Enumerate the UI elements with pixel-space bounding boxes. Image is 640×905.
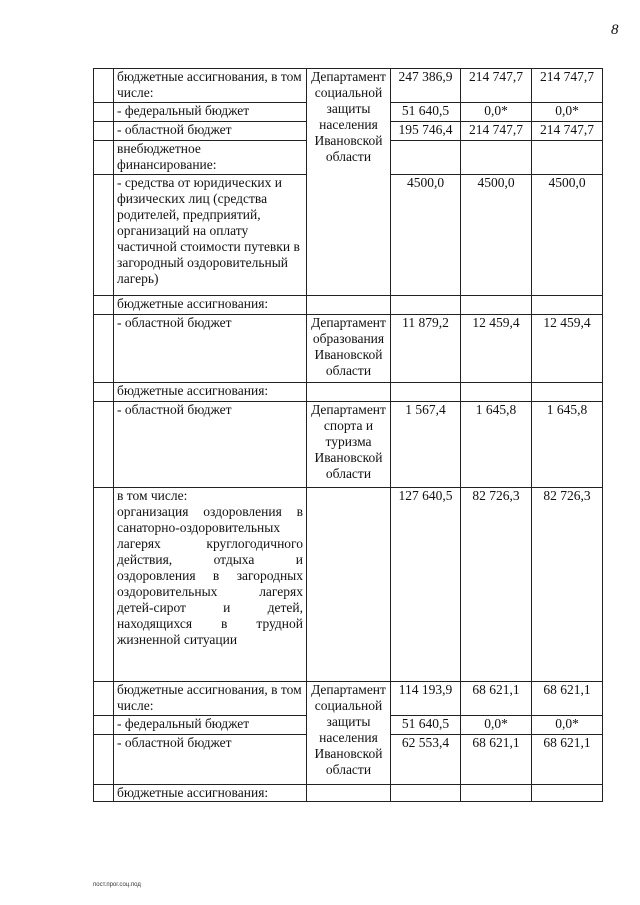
table-row xyxy=(94,402,603,488)
value-cell: 68 621,1 xyxy=(532,682,603,716)
table-row xyxy=(94,296,603,315)
value-cell: 0,0* xyxy=(461,103,532,122)
row-label: - областной бюджет xyxy=(114,735,307,785)
value-cell: 12 459,4 xyxy=(461,315,532,383)
row-label: бюджетные ассигнования, в том числе: xyxy=(114,69,307,103)
value-cell: 4500,0 xyxy=(391,175,461,296)
table-row xyxy=(94,488,603,682)
row-label: - областной бюджет xyxy=(114,122,307,141)
department-cell: Департамент социальной защиты населения Ивановской области xyxy=(307,69,391,296)
value-cell: 195 746,4 xyxy=(391,122,461,141)
row-label: организация оздоровления в санаторно-оздоровительных лагерях круглогодичного действия, отдыха и оздоровления в загородных оздоровительных лагерях детей-сирот и детей, находящихся в трудной жизненной ситуации xyxy=(117,504,303,647)
table-row xyxy=(94,315,603,383)
value-cell: 62 553,4 xyxy=(391,735,461,785)
table-row xyxy=(94,69,603,103)
row-label: бюджетные ассигнования: xyxy=(114,785,307,802)
value-cell: 1 567,4 xyxy=(391,402,461,488)
row-prefix: в том числе: xyxy=(117,488,188,503)
value-cell: 4500,0 xyxy=(461,175,532,296)
value-cell: 0,0* xyxy=(461,716,532,735)
table-row xyxy=(94,785,603,802)
value-cell: 51 640,5 xyxy=(391,716,461,735)
budget-table xyxy=(93,68,603,802)
row-label: внебюджетное финансирование: xyxy=(114,141,307,175)
value-cell: 0,0* xyxy=(532,716,603,735)
table-row xyxy=(94,682,603,716)
row-label: бюджетные ассигнования: xyxy=(114,296,307,315)
row-label: - федеральный бюджет xyxy=(114,103,307,122)
value-cell: 247 386,9 xyxy=(391,69,461,103)
department-cell: Департамент социальной защиты населения Ивановской области xyxy=(307,682,391,785)
row-label: - средства от юридических и физических лиц (средства родителей, предприятий, организаций на оплату частичной стоимости путевки в загородный оздоровительный лагерь) xyxy=(114,175,307,296)
row-label: - областной бюджет xyxy=(114,315,307,383)
page-number: 8 xyxy=(611,22,619,38)
value-cell: 82 726,3 xyxy=(532,488,603,682)
row-label: бюджетные ассигнования: xyxy=(114,383,307,402)
value-cell: 214 747,7 xyxy=(461,122,532,141)
value-cell: 51 640,5 xyxy=(391,103,461,122)
value-cell: 12 459,4 xyxy=(532,315,603,383)
value-cell: 68 621,1 xyxy=(461,682,532,716)
value-cell: 114 193,9 xyxy=(391,682,461,716)
row-label: бюджетные ассигнования, в том числе: xyxy=(114,682,307,716)
department-cell: Департамент спорта и туризма Ивановской области xyxy=(307,402,391,488)
footer-file-tag: пост.прог.соц.под xyxy=(93,882,141,888)
table-row xyxy=(94,383,603,402)
value-cell: 82 726,3 xyxy=(461,488,532,682)
row-label: - федеральный бюджет xyxy=(114,716,307,735)
value-cell: 214 747,7 xyxy=(532,122,603,141)
value-cell: 68 621,1 xyxy=(461,735,532,785)
value-cell: 4500,0 xyxy=(532,175,603,296)
value-cell: 11 879,2 xyxy=(391,315,461,383)
value-cell: 214 747,7 xyxy=(532,69,603,103)
value-cell: 68 621,1 xyxy=(532,735,603,785)
value-cell: 1 645,8 xyxy=(461,402,532,488)
value-cell: 0,0* xyxy=(532,103,603,122)
value-cell: 127 640,5 xyxy=(391,488,461,682)
department-cell: Департамент образования Ивановской области xyxy=(307,315,391,383)
value-cell: 1 645,8 xyxy=(532,402,603,488)
row-label: - областной бюджет xyxy=(114,402,307,488)
value-cell: 214 747,7 xyxy=(461,69,532,103)
